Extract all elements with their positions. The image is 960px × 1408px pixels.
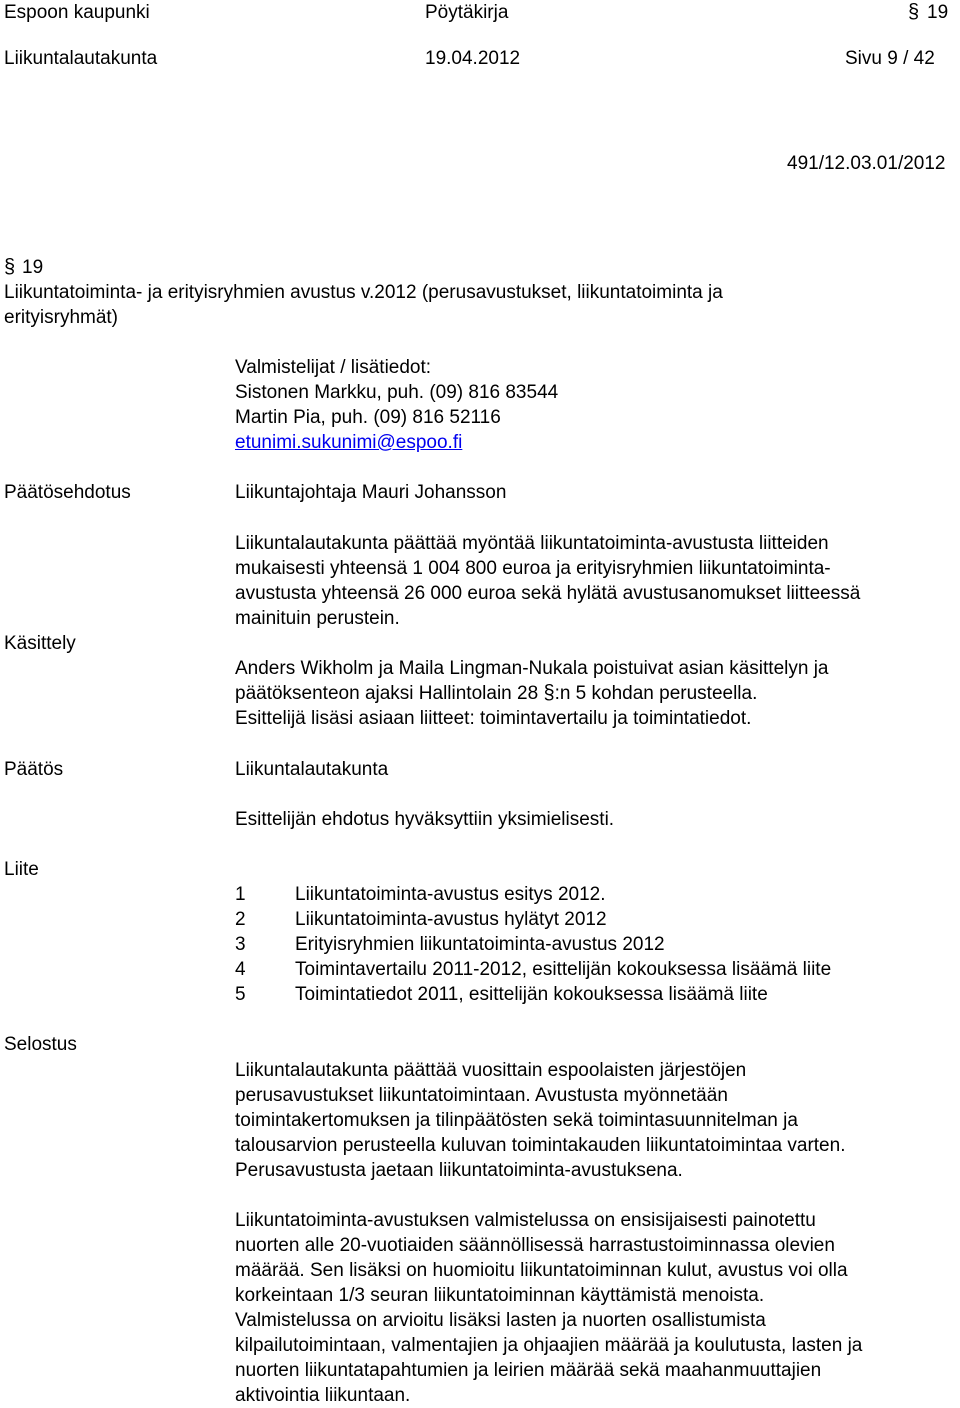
attachment-number: 1	[235, 884, 246, 905]
proposal-text-line: mukaisesti yhteensä 1 004 800 euroa ja erityisryhmien liikuntatoiminta-	[235, 558, 831, 579]
preparer-email[interactable]	[235, 430, 462, 455]
handling-text-line	[235, 681, 757, 706]
proposal-text-line: mainituin perustein.	[235, 608, 400, 629]
label-attachment: Liite	[4, 859, 39, 880]
handling-text-line: Esittelijä lisäsi asiaan liitteet: toimintavertailu ja toimintatiedot.	[235, 708, 752, 729]
attachment-item	[0, 982, 960, 1007]
explanation-line: Liikuntalautakunta päättää vuosittain espoolaisten järjestöjen	[235, 1060, 747, 1081]
org-name: Espoon kaupunki	[4, 2, 150, 23]
doc-type: Pöytäkirja	[425, 2, 509, 23]
preparer-line: Sistonen Markku, puh. (09) 816 83544	[235, 382, 559, 403]
page-number: Sivu 9 / 42	[845, 48, 935, 69]
handling-text-part: päätöksenteon ajaksi Hallintolain 28	[235, 683, 544, 704]
label-proposal: Päätösehdotus	[4, 482, 131, 503]
board-name: Liikuntalautakunta	[4, 48, 158, 69]
explanation-line: aktivointia liikuntaan.	[235, 1385, 411, 1406]
header-section-number: 19	[927, 2, 949, 23]
attachment-title: Liikuntatoiminta-avustus esitys 2012.	[295, 884, 606, 905]
handling-text-line: Anders Wikholm ja Maila Lingman-Nukala poistuivat asian käsittelyn ja	[235, 658, 829, 679]
meeting-date: 19.04.2012	[425, 48, 521, 69]
label-decision: Päätös	[4, 759, 64, 780]
handling-text-part: :n 5 kohdan perusteella.	[554, 683, 758, 704]
label-explanation: Selostus	[4, 1034, 77, 1055]
explanation-line: korkeintaan 1/3 seuran liikuntatoiminnan käyttämistä menoista.	[235, 1285, 765, 1306]
attachment-title: Toimintavertailu 2011-2012, esittelijän kokouksessa lisäämä liite	[295, 959, 832, 980]
explanation-line: toimintakertomuksen ja tilinpäätösten sekä toimintasuunnitelman ja	[235, 1110, 798, 1131]
explanation-line: nuorten liikuntatapahtumien ja leirien määrää sekä maahanmuuttajien	[235, 1360, 822, 1381]
attachment-number: 2	[235, 909, 246, 930]
explanation-line: Perusavustusta jaetaan liikuntatoiminta-avustuksena.	[235, 1160, 683, 1181]
item-title-line-1: Liikuntatoiminta- ja erityisryhmien avustus v.2012 (perusavustukset, liikuntatoiminta ja	[4, 282, 723, 303]
attachment-item	[0, 907, 960, 932]
attachment-number: 4	[235, 959, 246, 980]
attachment-item	[0, 957, 960, 982]
section-sign: §	[543, 682, 555, 704]
decision-body: Liikuntalautakunta	[235, 759, 389, 780]
explanation-line: kilpailutoimintaan, valmentajien ja ohjaajien määrää ja koulutusta, lasten ja	[235, 1335, 863, 1356]
attachment-item	[0, 932, 960, 957]
item-title-line-2: erityisryhmät)	[4, 307, 119, 328]
item-section-sign: §	[4, 256, 16, 278]
explanation-line: nuorten alle 20-vuotiaiden säännöllisessä harrastustoiminnassa olevien	[235, 1235, 835, 1256]
explanation-line: perusavustukset liikuntatoimintaan. Avustusta myönnetään	[235, 1085, 728, 1106]
explanation-line: määrää. Sen lisäksi on huomioitu liikuntatoiminnan kulut, avustus voi olla	[235, 1260, 848, 1281]
attachment-number: 3	[235, 934, 246, 955]
preparer-line: Martin Pia, puh. (09) 816 52116	[235, 407, 501, 428]
decision-text: Esittelijän ehdotus hyväksyttiin yksimielisesti.	[235, 809, 615, 830]
label-handling: Käsittely	[4, 633, 76, 654]
preparers-heading: Valmistelijat / lisätiedot:	[235, 357, 432, 378]
email-link[interactable]: etunimi.sukunimi@espoo.fi	[235, 432, 463, 453]
item-number: 19	[22, 257, 44, 278]
reference-number: 491/12.03.01/2012	[787, 153, 946, 174]
explanation-line: talousarvion perusteella kuluvan toimintakauden liikuntatoimintaa varten.	[235, 1135, 846, 1156]
proposal-text-line: Liikuntalautakunta päättää myöntää liikuntatoiminta-avustusta liitteiden	[235, 533, 829, 554]
attachment-title: Toimintatiedot 2011, esittelijän kokouksessa lisäämä liite	[295, 984, 768, 1005]
proposer: Liikuntajohtaja Mauri Johansson	[235, 482, 507, 503]
attachment-title: Erityisryhmien liikuntatoiminta-avustus 2012	[295, 934, 665, 955]
explanation-line: Valmistelussa on arvioitu lisäksi lasten ja nuorten osallistumista	[235, 1310, 766, 1331]
attachment-number: 5	[235, 984, 246, 1005]
attachment-item	[0, 882, 960, 907]
explanation-line: Liikuntatoiminta-avustuksen valmistelussa on ensisijaisesti painotettu	[235, 1210, 816, 1231]
header-section-sign: §	[908, 1, 920, 23]
proposal-text-line: avustusta yhteensä 26 000 euroa sekä hylätä avustusanomukset liitteessä	[235, 583, 861, 604]
attachment-title: Liikuntatoiminta-avustus hylätyt 2012	[295, 909, 607, 930]
